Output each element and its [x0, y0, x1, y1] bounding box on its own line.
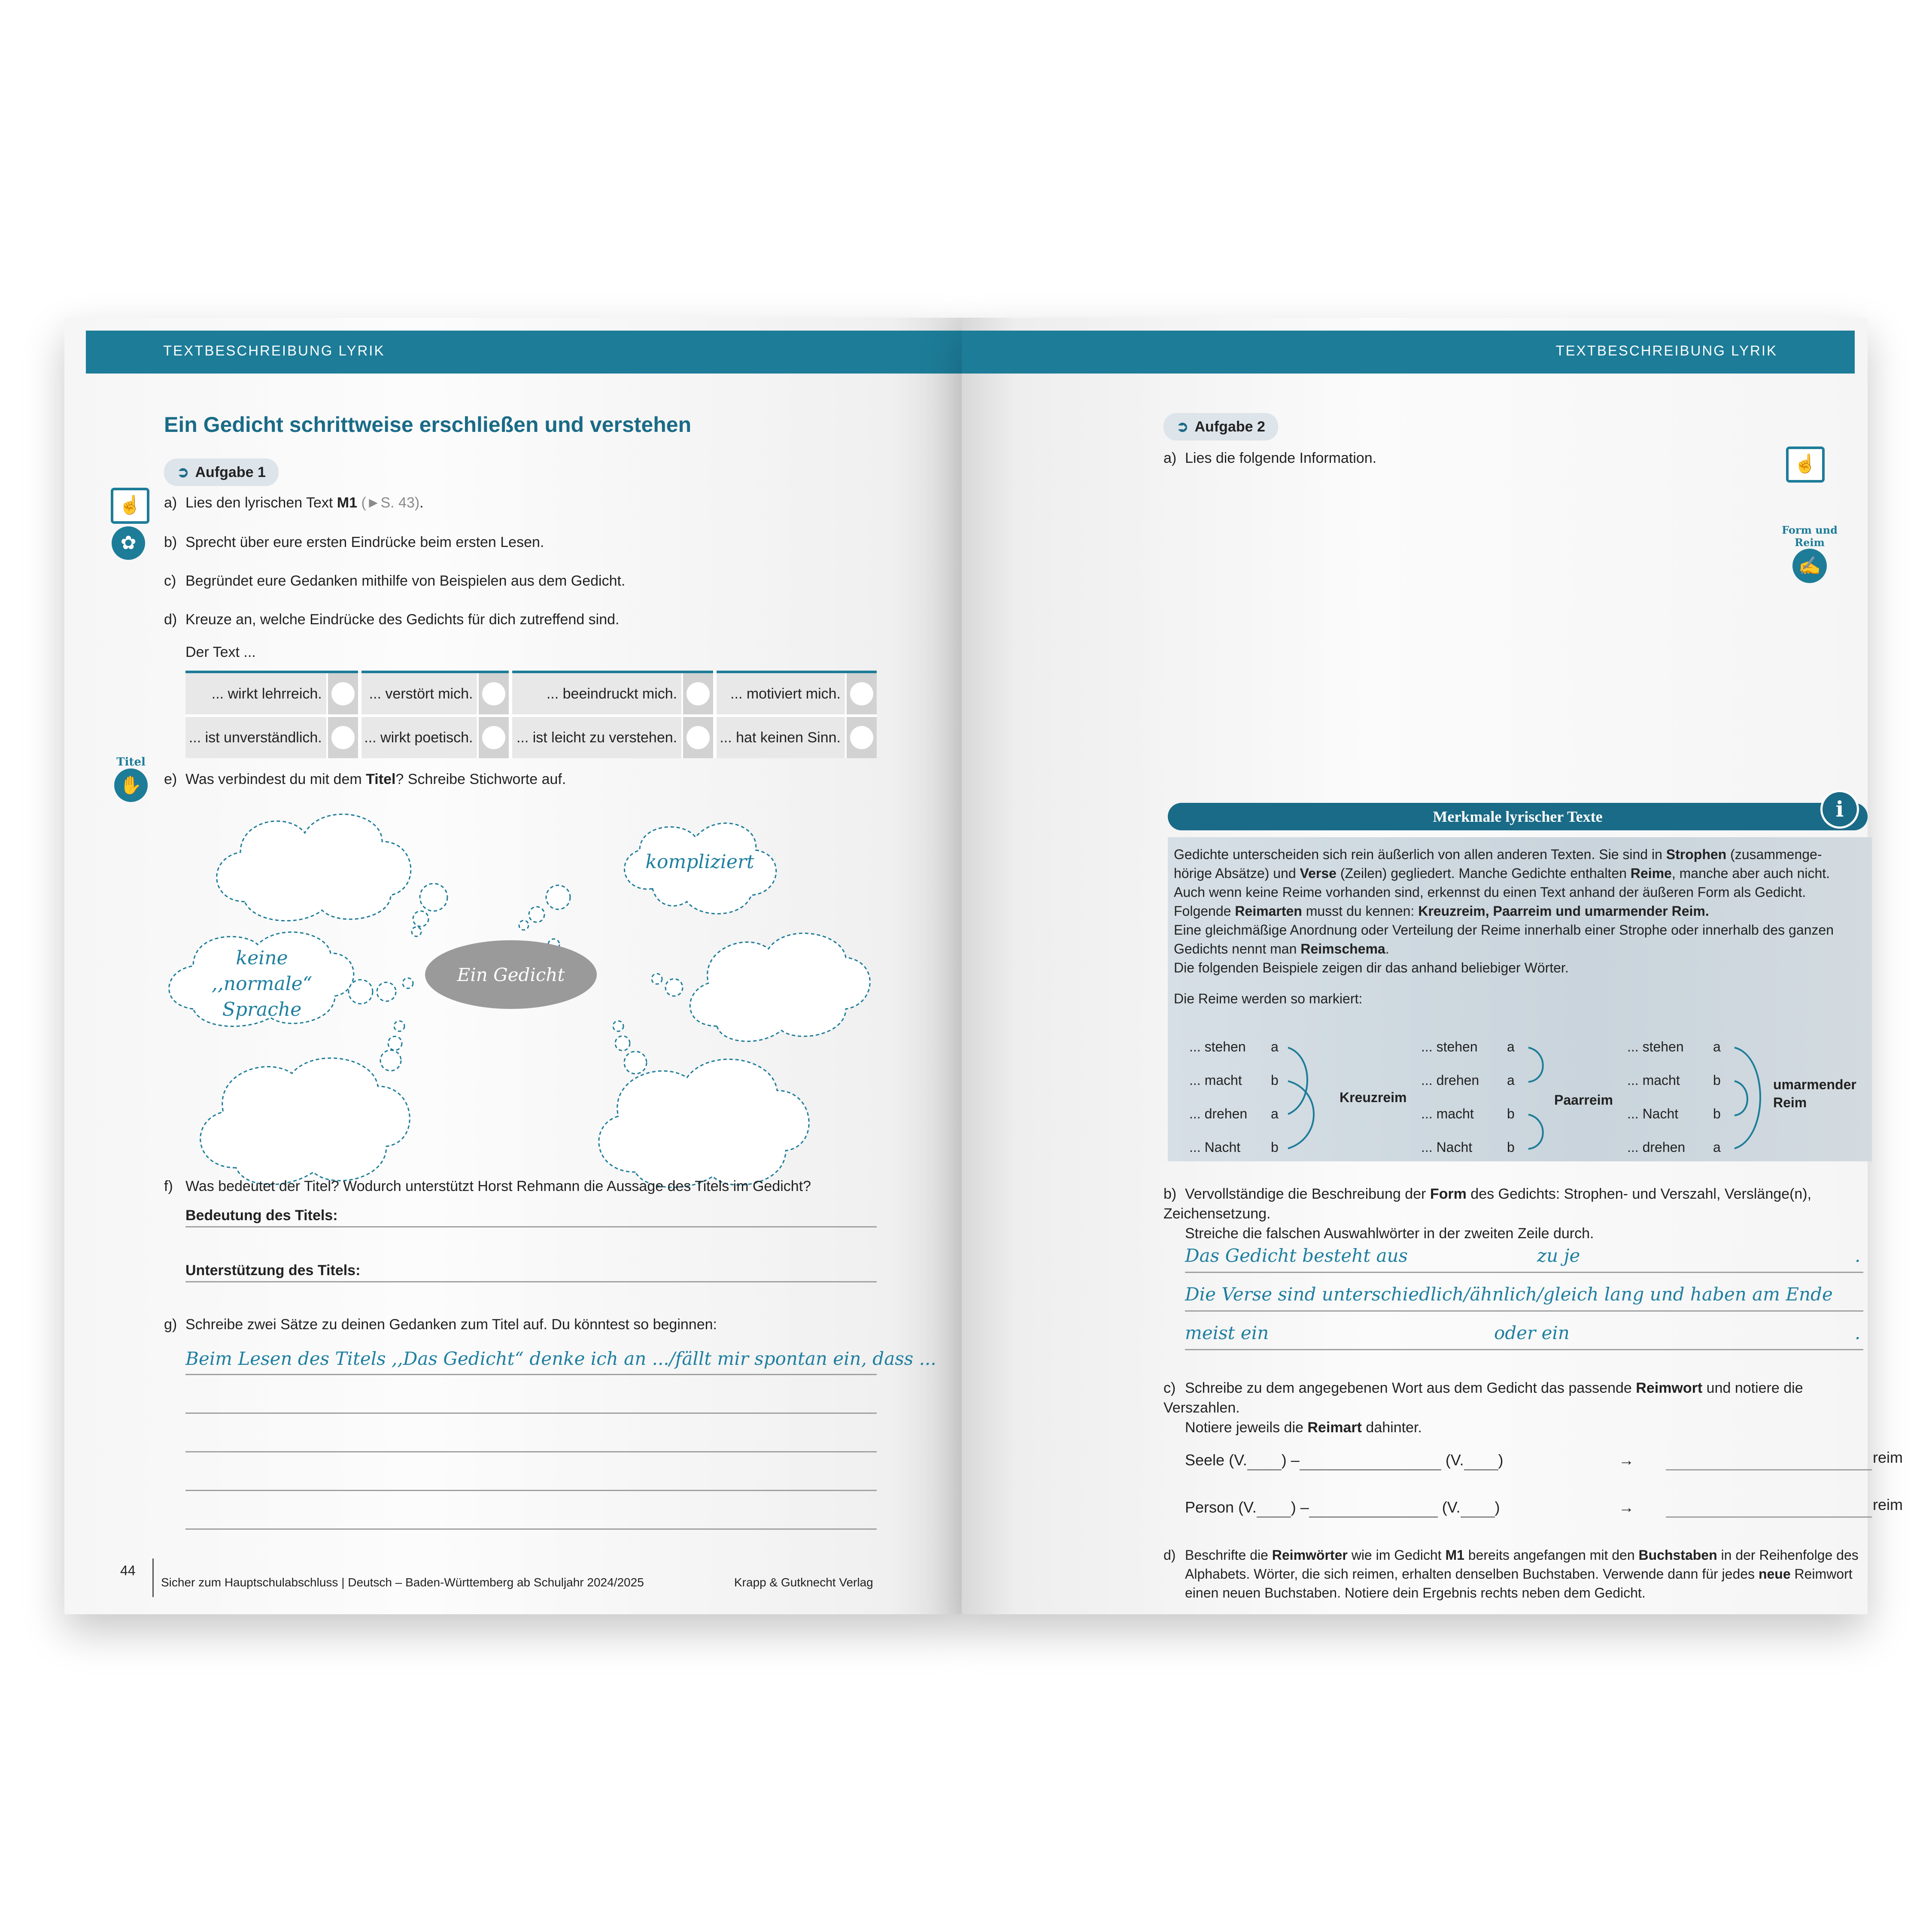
- impression-6: ... wirkt poetisch.: [360, 716, 478, 758]
- kreuz-word-4: ... Nacht: [1189, 1139, 1241, 1155]
- bubble: [665, 979, 683, 996]
- umarm-letter-1: a: [1713, 1039, 1721, 1054]
- kreuz-letter-1: a: [1271, 1039, 1279, 1054]
- task-2b: b) Vervollständige die Beschreibung der Form des Gedichts: Strophen- und Verszahl, Verslänge(n), Zeichensetzung. Streiche die falschen Auswahlwörter in der zweiten Zeile durch.: [1163, 1186, 1812, 1242]
- b-hand-line-1-start: Das Gedicht besteht aus: [1185, 1245, 1408, 1266]
- verse-blank[interactable]: [1461, 1498, 1495, 1518]
- paar-word-3: ... macht: [1421, 1106, 1474, 1121]
- paar-letter-1: a: [1507, 1039, 1515, 1054]
- b-line-1-dot: .: [1855, 1245, 1861, 1266]
- bubble: [420, 884, 447, 911]
- paar-letter-2: a: [1507, 1072, 1515, 1088]
- impression-2: ... verstört mich.: [360, 672, 478, 716]
- info-box: [1168, 837, 1872, 1161]
- bubble: [403, 978, 413, 988]
- answer-line[interactable]: [185, 1490, 877, 1491]
- b-hand-line-2: Die Verse sind unterschiedlich/ähnlich/gleich lang und haben am Ende: [1185, 1284, 1833, 1305]
- left-header-text: TEXTBESCHREIBUNG LYRIK: [163, 343, 385, 358]
- c-row-person: Person (V. ) – (V. ): [1185, 1498, 1500, 1518]
- cloud-keine-line1: keine: [236, 947, 288, 969]
- unterstuetzung-label: Unterstützung des Titels:: [185, 1262, 361, 1279]
- b-hand-line-1-mid: zu je: [1537, 1245, 1580, 1266]
- checkbox-impression-6[interactable]: [482, 726, 505, 749]
- umarm-word-1: ... stehen: [1627, 1039, 1684, 1054]
- discussion-icon: ✿: [112, 526, 145, 560]
- answer-line[interactable]: [1185, 1349, 1863, 1350]
- cloud-bottom-left: [200, 1058, 410, 1184]
- paar-letter-3: b: [1507, 1106, 1515, 1121]
- bubble: [377, 982, 396, 1001]
- answer-line[interactable]: [1185, 1272, 1863, 1273]
- bubble: [519, 920, 529, 930]
- bubble: [413, 911, 428, 927]
- answer-line[interactable]: [185, 1528, 877, 1530]
- bubble: [624, 1051, 647, 1074]
- left-header-bar: [86, 331, 962, 374]
- footer-divider: [152, 1558, 154, 1597]
- task-1f: f) Was bedeutet der Titel? Wodurch unterstützt Horst Rehmann die Aussage des Titels im Gedicht?: [164, 1178, 811, 1194]
- read-hand-icon: ☝: [111, 488, 149, 524]
- bubble: [613, 1021, 623, 1031]
- info-icon: i: [1820, 790, 1859, 829]
- aufgabe-1-pill: ➲ Aufgabe 1: [164, 459, 279, 486]
- bedeutung-label: Bedeutung des Titels:: [185, 1207, 338, 1224]
- cloud-mid-right: [690, 933, 870, 1042]
- kreuz-word-2: ... macht: [1189, 1072, 1242, 1088]
- checkbox-impression-4[interactable]: [850, 682, 873, 705]
- b-line-3-dot: .: [1855, 1322, 1861, 1343]
- cloud-keine-line3: Sprache: [222, 999, 302, 1021]
- bubble: [349, 980, 373, 1004]
- task-2a: a) Lies die folgende Information.: [1163, 450, 1377, 466]
- impression-3: ... beeindruckt mich.: [510, 672, 682, 716]
- kreuz-word-1: ... stehen: [1189, 1039, 1246, 1054]
- answer-line[interactable]: [185, 1451, 877, 1452]
- answer-line[interactable]: [1185, 1310, 1863, 1312]
- page-number-left: 44: [120, 1563, 136, 1578]
- paarreim-bracket: [1524, 1039, 1558, 1159]
- checkbox-impression-2[interactable]: [482, 682, 505, 705]
- checkbox-impression-1[interactable]: [331, 682, 355, 705]
- impression-5: ... ist unverständlich.: [185, 716, 327, 758]
- open-workbook: [64, 318, 1903, 1657]
- left-page: [64, 318, 962, 1614]
- right-header-bar: [962, 331, 1855, 374]
- kreuz-word-3: ... drehen: [1189, 1106, 1248, 1121]
- right-page: [962, 318, 1903, 1614]
- cloud-kompliziert-text: kompliziert: [645, 851, 754, 873]
- c-row-person-arrow: →: [1619, 1498, 1634, 1516]
- paar-word-4: ... Nacht: [1421, 1139, 1473, 1155]
- umarm-word-2: ... macht: [1627, 1072, 1680, 1088]
- answer-line-unterstuetzung[interactable]: [185, 1281, 877, 1282]
- checkbox-impression-7[interactable]: [687, 726, 710, 749]
- bubble: [652, 974, 662, 984]
- umarm-word-3: ... Nacht: [1627, 1106, 1679, 1121]
- info-title-bar: Merkmale lyrischer Texte: [1168, 803, 1868, 830]
- task-1d: d) Kreuze an, welche Eindrücke des Gedichts für dich zutreffend sind.: [164, 611, 620, 628]
- checkbox-impression-3[interactable]: [687, 682, 710, 705]
- cloud-keine-line2: ,,normale“: [211, 973, 313, 995]
- read-hand-icon: ☝: [1786, 447, 1825, 483]
- cloud-center-text: Ein Gedicht: [457, 964, 565, 985]
- footer-publisher-left: Krapp & Gutknecht Verlag: [734, 1576, 873, 1589]
- bubble: [388, 1036, 402, 1050]
- form-und-reim-icon: Form und Reim ✍: [1777, 524, 1842, 583]
- bubble: [546, 885, 570, 909]
- impression-4: ... motiviert mich.: [715, 672, 846, 716]
- kreuzreim-label: Kreuzreim: [1340, 1090, 1407, 1105]
- impression-7: ... ist leicht zu verstehen.: [510, 716, 682, 758]
- answer-line-bedeutung[interactable]: [185, 1226, 877, 1227]
- paar-letter-4: b: [1507, 1139, 1515, 1155]
- cloud-top-left: [217, 814, 411, 920]
- verse-blank[interactable]: [1257, 1498, 1291, 1518]
- right-header-text: TEXTBESCHREIBUNG LYRIK: [1555, 343, 1777, 358]
- g-handwritten-starter: Beim Lesen des Titels ,,Das Gedicht“ denke ich an .../fällt mir spontan ein, dass ...: [185, 1348, 936, 1369]
- b-hand-line-3-start: meist ein: [1185, 1322, 1269, 1343]
- checkbox-impression-5[interactable]: [331, 726, 355, 749]
- impression-8: ... hat keinen Sinn.: [715, 716, 846, 758]
- reimart-blank-1[interactable]: [1666, 1469, 1872, 1470]
- umarmender-reim-bracket: [1730, 1039, 1773, 1159]
- umarmender-label-1: umarmender: [1773, 1077, 1856, 1092]
- bubble: [529, 907, 544, 922]
- titel-icon: Titel ✋: [112, 756, 150, 802]
- c-row-seele: Seele (V. ) – (V. ): [1185, 1451, 1504, 1470]
- impressions-table: [185, 671, 877, 758]
- checkbox-impression-8[interactable]: [850, 726, 873, 749]
- b-hand-line-3-mid: oder ein: [1494, 1322, 1570, 1343]
- kreuz-letter-3: a: [1271, 1106, 1279, 1121]
- umarm-word-4: ... drehen: [1627, 1139, 1686, 1155]
- reimart-blank-2[interactable]: [1666, 1516, 1872, 1518]
- rhyme-word-blank[interactable]: [1309, 1498, 1438, 1518]
- cloud-mindmap: [159, 803, 889, 1198]
- impression-1: ... wirkt lehrreich.: [185, 672, 327, 716]
- kreuzreim-bracket: [1284, 1039, 1335, 1159]
- paar-word-1: ... stehen: [1421, 1039, 1478, 1054]
- arrow-circle-icon: ➲: [1176, 419, 1189, 435]
- bubble: [412, 927, 421, 936]
- task-2c: c) Schreibe zu dem angegebenen Wort aus dem Gedicht das passende Reimwort und notiere die Verszahlen. Notiere jeweils die Reimart dahinter.: [1163, 1380, 1803, 1436]
- verse-blank[interactable]: [1464, 1451, 1498, 1470]
- answer-line[interactable]: [185, 1413, 877, 1414]
- bubble: [394, 1021, 404, 1031]
- c-row-seele-arrow: →: [1619, 1451, 1634, 1469]
- umarmender-label-2: Reim: [1773, 1095, 1807, 1110]
- info-text: Gedichte unterscheiden sich rein äußerlich von allen anderen Texten. Sie sind in Strophen (zusammenge- hörige Absätze) und Verse (Zeilen) gegliedert. Manche Gedichte enthalten Reime, manche aber auch nicht. Auch wenn keine Reime vorhanden sind, erkennst du einen Text anhand der äußeren Form als Gedicht. Folgende Reimarten musst du kennen: Kreuzreim, Paarreim und umarmender Reim. Eine gleichmäßige Anordnung oder Verteilung der Reime innerhalb einer Strophe oder innerhalb des ganzen Gedichts nennt man Reimschema. Die folgenden Beispiele zeigen dir das anhand beliebiger Wörter. Die Reime werden so markiert:: [1174, 847, 1834, 1006]
- task-1e: e) Was verbindest du mit dem Titel? Schreibe Stichworte auf.: [164, 771, 566, 787]
- footer-series-left: Sicher zum Hauptschulabschluss | Deutsch – Baden-Württemberg ab Schuljahr 2024/2025: [161, 1576, 644, 1589]
- reim-suffix-2: reim: [1873, 1496, 1903, 1513]
- kreuz-letter-4: b: [1271, 1139, 1279, 1155]
- umarm-letter-4: a: [1713, 1139, 1721, 1155]
- umarm-letter-3: b: [1713, 1106, 1721, 1121]
- aufgabe-2-pill: ➲ Aufgabe 2: [1163, 413, 1278, 440]
- task-1g: g) Schreibe zwei Sätze zu deinen Gedanken zum Titel auf. Du könntest so beginnen:: [164, 1316, 717, 1333]
- bubble: [615, 1036, 630, 1051]
- task-1c: c) Begründet eure Gedanken mithilfe von Beispielen aus dem Gedicht.: [164, 573, 626, 589]
- task-1a: a) Lies den lyrischen Text M1 (►S. 43).: [164, 495, 424, 511]
- paarreim-label: Paarreim: [1554, 1092, 1613, 1108]
- arrow-circle-icon: ➲: [177, 464, 189, 480]
- cloud-bottom-right: [599, 1059, 809, 1187]
- bubble: [380, 1050, 401, 1071]
- task-2d: d) Beschrifte die Reimwörter wie im Gedicht M1 bereits angefangen mit den Buchstaben in der Reihenfolge des Alphabets. Wörter, die sich reimen, erhalten denselben Buchstaben. Verwende dann für jedes neue Reimwort einen neuen Buchstaben. Notiere dein Ergebnis rechts neben dem Gedicht.: [1163, 1547, 1859, 1601]
- page-title: Ein Gedicht schrittweise erschließen und verstehen: [164, 413, 692, 437]
- task-1b: b) Sprecht über eure ersten Eindrücke beim ersten Lesen.: [164, 534, 544, 550]
- kreuz-letter-2: b: [1271, 1072, 1279, 1088]
- reim-suffix-1: reim: [1873, 1449, 1903, 1466]
- verse-blank[interactable]: [1247, 1451, 1282, 1470]
- umarm-letter-2: b: [1713, 1072, 1721, 1088]
- task-1d-sub: Der Text ...: [185, 644, 256, 660]
- rhyme-word-blank[interactable]: [1300, 1451, 1441, 1470]
- answer-line[interactable]: [185, 1374, 877, 1375]
- paar-word-2: ... drehen: [1421, 1072, 1479, 1088]
